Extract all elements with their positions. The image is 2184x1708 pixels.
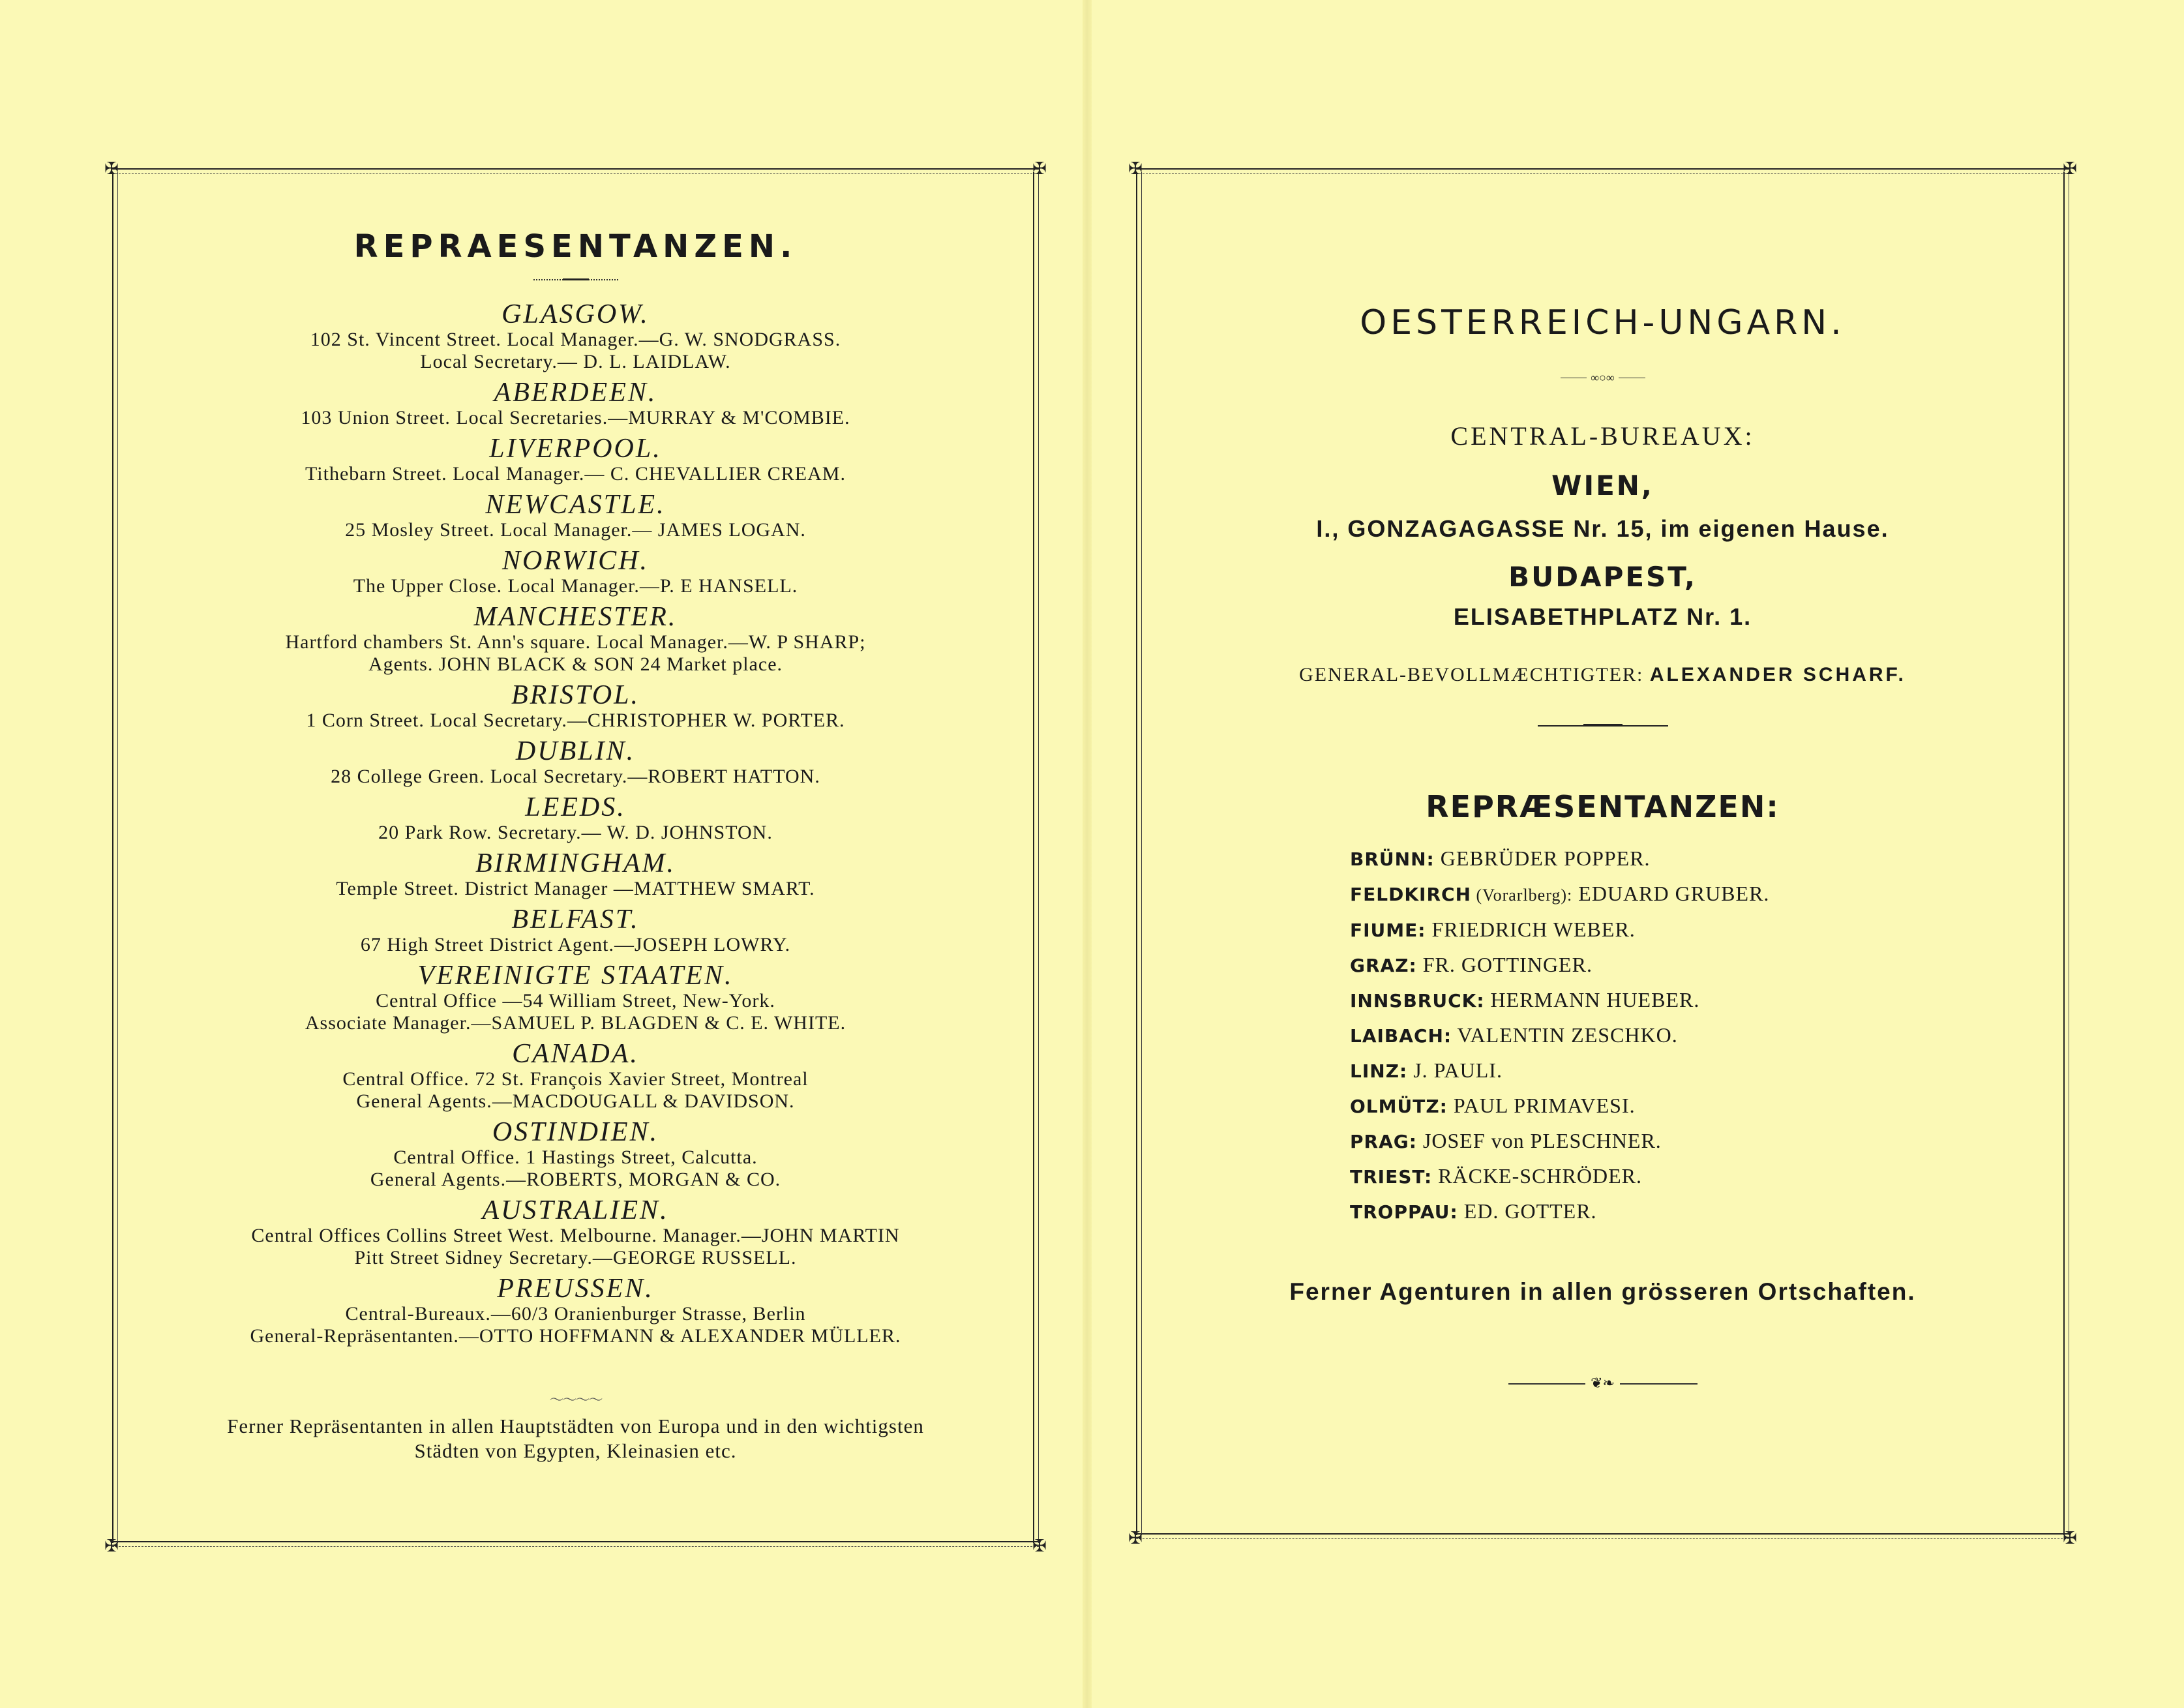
rep-name: HERMANN HUEBER. [1490,988,1700,1011]
representatives-title: REPRÆSENTANZEN: [1426,789,1780,824]
representative-row [1350,1018,1769,1053]
title-rule [533,279,618,280]
rep-name: JOSEF von PLESCHNER. [1422,1129,1662,1152]
general-agent-name: ALEXANDER SCHARF. [1649,664,1906,685]
general-agent [1154,664,2051,686]
fleuron-divider-icon: ❦❧ [1508,1376,1698,1390]
city-detail-line: Hartford chambers St. Ann's square. Local Manager.—W. P SHARP; [285,631,866,653]
city-detail-line: Central-Bureaux.—60/3 Oranienburger Strasse, Berlin [345,1303,806,1325]
rep-city: FIUME: [1350,920,1426,941]
right-page-footer: Ferner Agenturen in allen grösseren Ortschaften. [1289,1278,1916,1305]
ornamental-corner-icon: ✠ [104,1536,119,1555]
rep-name: EDUARD GRUBER. [1578,882,1770,905]
rep-city: LAIBACH: [1350,1025,1452,1047]
city-name: BIRMINGHAM. [475,848,676,878]
wien-heading: WIEN, [1551,470,1654,502]
representative-row [1350,1159,1769,1194]
representative-row [1350,1088,1769,1124]
city-entry [130,905,1021,956]
representative-row [1350,912,1769,948]
city-detail-line: 20 Park Row. Secretary.— W. D. JOHNSTON. [378,822,773,843]
city-name: VEREINIGTE STAATEN. [417,961,734,991]
rep-name: FR. GOTTINGER. [1422,953,1593,976]
representative-row [1350,948,1769,983]
right-page [1128,159,2077,1548]
rep-name: VALENTIN ZESCHKO. [1457,1023,1678,1047]
rep-city: BRÜNN: [1350,848,1435,870]
city-entry [130,1274,1021,1347]
city-detail-line: Tithebarn Street. Local Manager.— C. CHEVALLIER CREAM. [305,463,846,485]
city-entry [130,1196,1021,1269]
city-name: DUBLIN. [515,736,636,766]
city-name: OSTINDIEN. [492,1117,659,1147]
wave-divider-icon: 〜〜〜〜 [549,1392,602,1408]
city-entry [130,793,1021,844]
rep-name: J. PAULI. [1413,1058,1503,1082]
city-name: BRISTOL. [511,680,640,710]
ornamental-corner-icon: ✠ [1128,1529,1143,1548]
representative-row [1350,876,1769,912]
ornamental-corner-icon: ✠ [1128,159,1143,178]
footer-line: Städten von Egypten, Kleinasien etc. [414,1439,737,1462]
city-entry [130,849,1021,900]
city-detail-line: 28 College Green. Local Secretary.—ROBERT HATTON. [331,766,820,787]
city-entry [130,547,1021,597]
ornamental-corner-icon: ✠ [2063,1529,2077,1548]
ornamental-corner-icon: ✠ [1032,1536,1047,1555]
city-name: CANADA. [512,1039,639,1069]
city-entry [130,378,1021,429]
rep-city-extra: (Vorarlberg): [1476,886,1573,905]
city-name: AUSTRALIEN. [482,1195,669,1225]
city-name: PREUSSEN. [497,1274,654,1304]
city-detail-line: Central Offices Collins Street West. Melbourne. Manager.—JOHN MARTIN [251,1225,900,1246]
wien-address: I., GONZAGAGASSE Nr. 15, im eigenen Hause. [1316,515,1889,542]
rep-name: FRIEDRICH WEBER. [1431,918,1636,941]
city-detail-line: 102 St. Vincent Street. Local Manager.—G. W. SNODGRASS. [310,329,841,350]
budapest-heading: BUDAPEST, [1508,561,1697,593]
city-detail-line: Local Secretary.— D. L. LAIDLAW. [420,351,731,372]
rep-city: TROPPAU: [1350,1201,1458,1223]
city-detail-line: General-Repräsentanten.—OTTO HOFFMANN & ALEXANDER MÜLLER. [250,1325,901,1347]
central-bureaux-label: CENTRAL-BUREAUX: [1450,421,1755,451]
city-detail-line: Central Office. 72 St. François Xavier Street, Montreal [342,1068,809,1090]
city-detail-line: General Agents.—MACDOUGALL & DAVIDSON. [356,1090,795,1112]
city-entry [130,434,1021,485]
rep-city: PRAG: [1350,1131,1417,1152]
city-detail-line: General Agents.—ROBERTS, MORGAN & CO. [370,1169,781,1190]
city-name: MANCHESTER. [473,602,678,632]
city-detail-line: Central Office —54 William Street, New-York. [376,990,775,1011]
fleuron-divider-icon: ∞○∞ [1561,372,1645,383]
city-entry [130,681,1021,732]
rep-name: PAUL PRIMAVESI. [1453,1094,1636,1117]
representative-row [1350,1194,1769,1229]
city-entry [130,300,1021,373]
city-list [130,300,1021,1353]
rep-city: GRAZ: [1350,955,1417,976]
general-agent-label: GENERAL-BEVOLLMÆCHTIGTER: [1299,664,1644,685]
city-detail-line: Temple Street. District Manager —MATTHEW SMART. [336,878,815,899]
representative-row [1350,841,1769,876]
city-name: NEWCASTLE. [485,490,666,520]
ornamental-corner-icon: ✠ [104,159,119,178]
city-entry [130,737,1021,788]
rep-name: RÄCKE-SCHRÖDER. [1438,1164,1642,1188]
city-entry [130,1040,1021,1113]
city-detail-line: The Upper Close. Local Manager.—P. E HANSELL. [353,575,798,597]
city-detail-line: Central Office. 1 Hastings Street, Calcutta. [393,1146,758,1168]
city-detail-line: Associate Manager.—SAMUEL P. BLAGDEN & C. E. WHITE. [305,1012,846,1034]
city-detail-line: Agents. JOHN BLACK & SON 24 Market place. [368,653,783,675]
ornamental-corner-icon: ✠ [1032,159,1047,178]
city-entry [130,490,1021,541]
rep-city: OLMÜTZ: [1350,1096,1448,1117]
ornamental-corner-icon: ✠ [2063,159,2077,178]
city-name: BELFAST. [511,905,640,935]
book-gutter [1083,0,1092,1708]
city-detail-line: 1 Corn Street. Local Secretary.—CHRISTOPHER W. PORTER. [306,710,845,731]
right-page-title: OESTERREICH-UNGARN. [1360,303,1846,342]
rep-city: LINZ: [1350,1060,1408,1082]
left-page-footer [143,1414,1008,1463]
city-detail-line: Pitt Street Sidney Secretary.—GEORGE RUSSELL. [354,1247,797,1268]
left-page-title: REPRAESENTANZEN. [353,228,798,265]
city-entry [130,961,1021,1034]
city-name: NORWICH. [501,546,650,576]
representative-row [1350,983,1769,1018]
city-detail-line: 103 Union Street. Local Secretaries.—MURRAY & M'COMBIE. [301,407,850,428]
rep-name: ED. GOTTER. [1463,1199,1597,1223]
representative-row [1350,1124,1769,1159]
section-rule [1538,725,1668,727]
city-entry [130,1118,1021,1191]
budapest-address: ELISABETHPLATZ Nr. 1. [1453,603,1752,630]
city-name: ABERDEEN. [494,378,657,408]
footer-line: Ferner Repräsentanten in allen Hauptstädten von Europa und in den wichtigsten [227,1415,924,1437]
city-name: GLASGOW. [501,299,650,329]
city-entry [130,603,1021,676]
city-name: LIVERPOOL. [489,434,662,464]
rep-city: INNSBRUCK: [1350,990,1485,1011]
rep-city: FELDKIRCH [1350,884,1471,905]
representative-row [1350,1053,1769,1088]
rep-city: TRIEST: [1350,1166,1433,1188]
rep-name: GEBRÜDER POPPER. [1440,847,1651,870]
city-detail-line: 25 Mosley Street. Local Manager.— JAMES LOGAN. [345,519,806,541]
representatives-list [1350,841,1769,1229]
city-detail-line: 67 High Street District Agent.—JOSEPH LOWRY. [360,934,791,955]
left-page [104,159,1047,1555]
city-name: LEEDS. [525,792,626,822]
